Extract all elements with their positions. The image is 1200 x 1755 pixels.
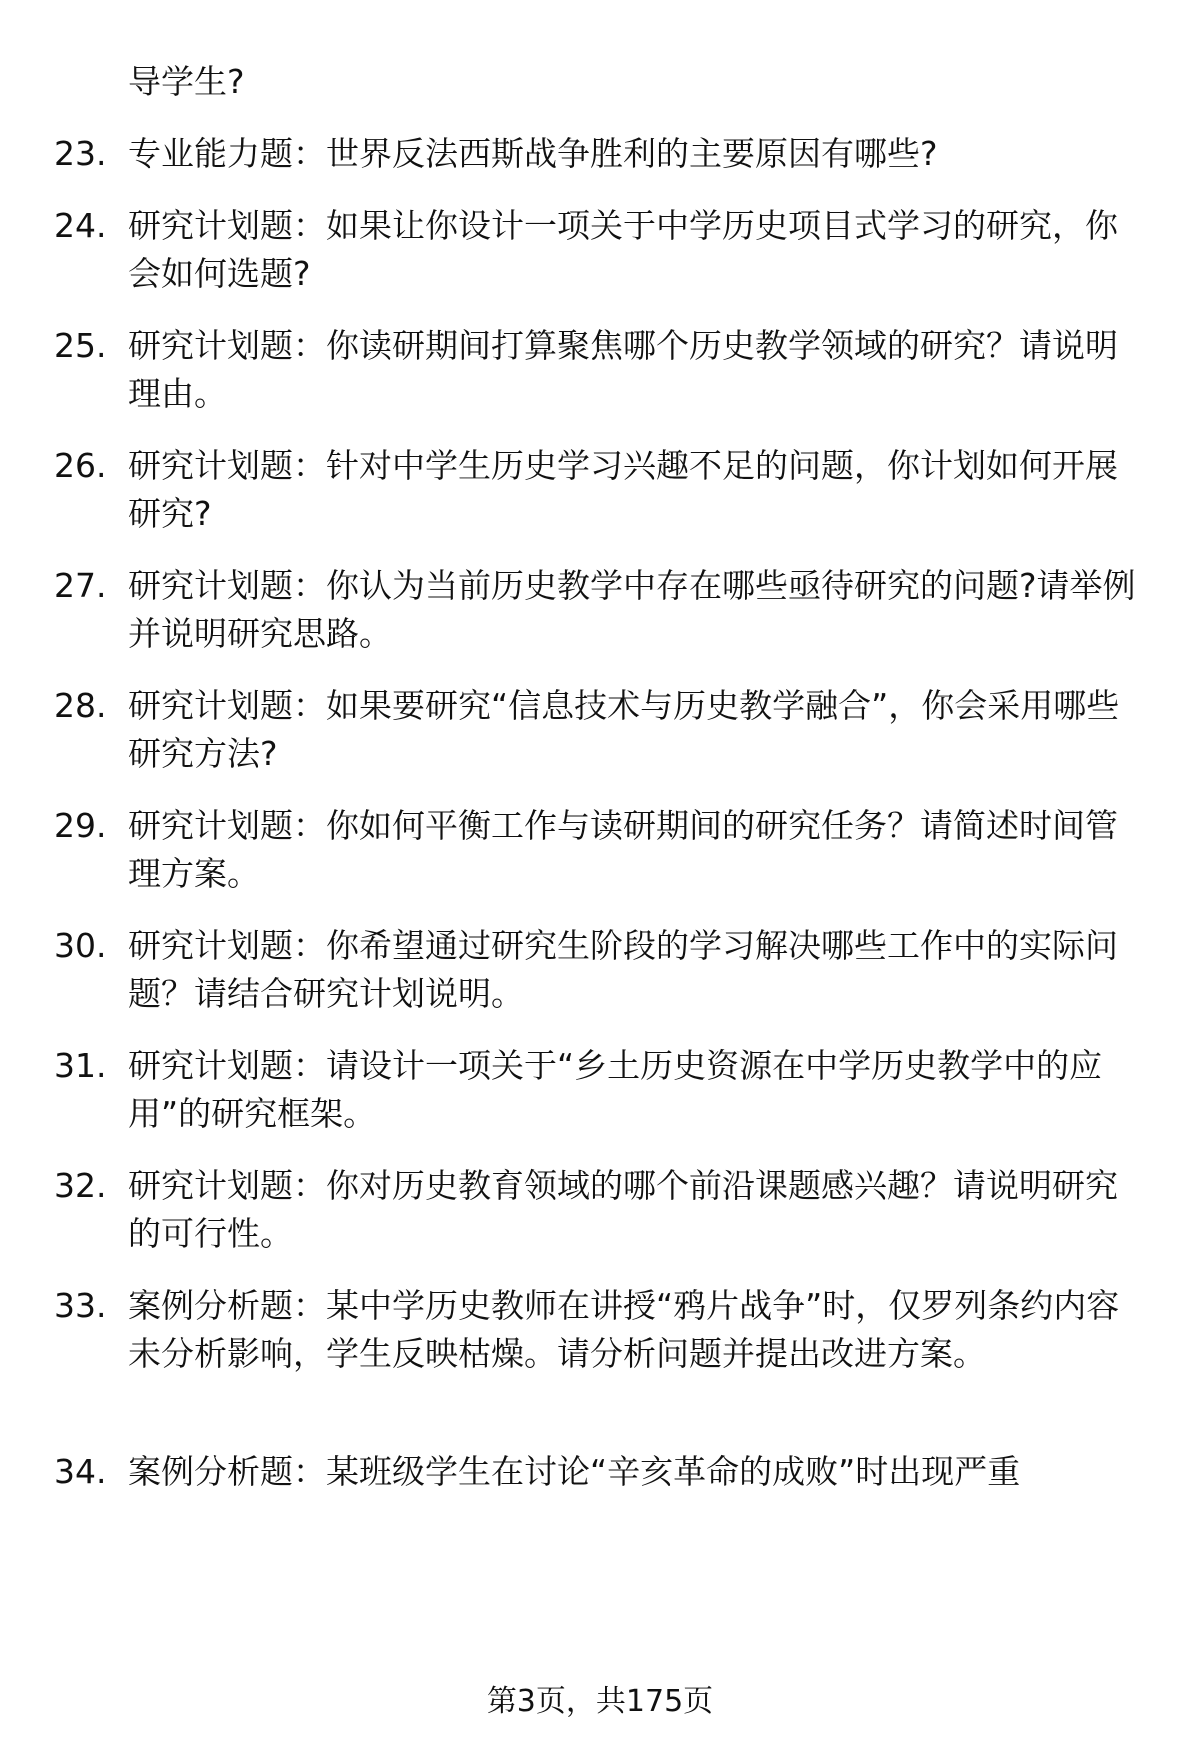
- question-number: 23.: [54, 134, 107, 173]
- question-text: 研究计划题：你希望通过研究生阶段的学习解决哪些工作中的实际问题？请结合研究计划说明。: [128, 926, 1118, 1013]
- question-number: 29.: [54, 806, 107, 845]
- question-text: 研究计划题：你读研期间打算聚焦哪个历史教学领域的研究？请说明理由。: [128, 326, 1118, 413]
- question-text: 案例分析题：某班级学生在讨论“辛亥革命的成败”时出现严重: [128, 1452, 1021, 1491]
- question-number: 25.: [54, 326, 107, 365]
- question-number: 28.: [54, 686, 107, 725]
- question-number: 33.: [54, 1286, 107, 1325]
- question-number: 30.: [54, 926, 107, 965]
- question-text: 研究计划题：针对中学生历史学习兴趣不足的问题，你计划如何开展研究?: [128, 446, 1118, 533]
- question-text: 研究计划题：你如何平衡工作与读研期间的研究任务？请简述时间管理方案。: [128, 806, 1118, 893]
- question-text: 案例分析题：某中学历史教师在讲授“鸦片战争”时，仅罗列条约内容未分析影响，学生反映枯燥。请分析问题并提出改进方案。: [128, 1286, 1120, 1373]
- question-number: 24.: [54, 206, 107, 245]
- question-number: 31.: [54, 1046, 107, 1085]
- continuation-text: 导学生?: [128, 62, 245, 101]
- question-text: 研究计划题：如果要研究“信息技术与历史教学融合”，你会采用哪些研究方法?: [128, 686, 1120, 773]
- question-text: 研究计划题：如果让你设计一项关于中学历史项目式学习的研究，你会如何选题?: [128, 206, 1118, 293]
- question-text: 专业能力题：世界反法西斯战争胜利的主要原因有哪些?: [128, 134, 938, 173]
- question-number: 34.: [54, 1452, 107, 1491]
- question-number: 26.: [54, 446, 107, 485]
- question-text: 研究计划题：你对历史教育领域的哪个前沿课题感兴趣？请说明研究的可行性。: [128, 1166, 1118, 1253]
- question-number: 27.: [54, 566, 107, 605]
- question-number: 32.: [54, 1166, 107, 1205]
- question-text: 研究计划题：请设计一项关于“乡土历史资源在中学历史教学中的应用”的研究框架。: [128, 1046, 1103, 1133]
- page-footer: 第3页，共175页: [486, 1684, 714, 1719]
- question-text: 研究计划题：你认为当前历史教学中存在哪些亟待研究的问题?请举例并说明研究思路。: [128, 566, 1136, 653]
